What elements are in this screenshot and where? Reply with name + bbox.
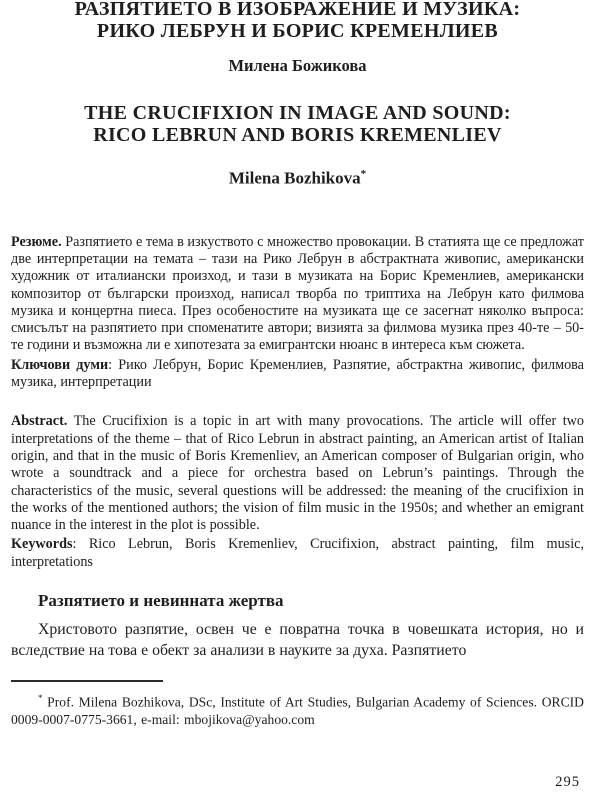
keywords-bg-label: Ключови думи	[11, 356, 109, 373]
article-title-en	[11, 102, 584, 146]
keywords-en-label: Keywords	[11, 536, 73, 553]
abstract-bg-label: Резюме.	[11, 233, 62, 250]
keywords-en-text: : Rico Lebrun, Boris Kremenliev, Crucifixion, abstract painting, film music, interpretations	[11, 536, 584, 570]
section-heading: Разпятието и невинната жертва	[38, 591, 284, 610]
keywords-english	[11, 536, 584, 571]
abstract-en-label: Abstract.	[11, 413, 68, 430]
abstract-en-text: The Crucifixion is a topic in art with many provocations. The article will offer two interpretations of the theme – that of Rico Lebrun in abstract painting, an American artist of Italian origin, and that in the music of Boris Kremenliev, an American composer of Bulgarian origin, who wrote a soundtrack and a piece for orchestra based on Lebrun’s paintings. Through the characteristics of the music, several questions will be addressed: the meaning of the crucifixion in the works of the mentioned authors; the vision of film music in the 1950s; and whether an emigrant nuance in the interest in the plot is possible.	[11, 413, 584, 534]
keywords-bg-text: : Рико Лебрун, Борис Кременлиев, Разпятие, абстрактна живопис, филмова музика, интерпретации	[11, 356, 584, 391]
author-name-bg: Милена Божикова	[228, 56, 367, 75]
author-footnote-mark: *	[360, 168, 367, 180]
author-name-en	[11, 164, 584, 189]
footnote	[11, 690, 584, 728]
footnote-divider	[11, 680, 163, 682]
article-title-en-line2: RICO LEBRUN AND BORIS KREMENLIEV	[93, 124, 502, 146]
abstract-bg-text: Разпятието е тема в изкуството с множество провокации. В статията ще се предложат две интерпретации на темата – тази на Рико Лебрун в абстрактната живопис, американски художник от италиански произход, и тази в музиката на Борис Кременлиев, американски композитор от български произход, написал творба по триптиха на Лебрун като филмова музика и концертна пиеса. През особеностите на музиката ще се засегнат няколко въпроса: смисълът на разпятието при споменатите автори; визията за филмова музика през 40-те – 50-те години и възможна ли е хипотезата за емигрантски нюанс в интереса към сюжета.	[11, 233, 584, 354]
abstract-bulgarian	[11, 234, 584, 355]
footnote-mark: *	[38, 693, 43, 703]
author-name-en-text: Milena Bozhikova	[228, 168, 361, 188]
article-title-bg	[11, 0, 584, 42]
article-title-bg-line2: РИКО ЛЕБРУН И БОРИС КРЕМЕНЛИЕВ	[96, 20, 499, 42]
footnote-text: Prof. Milena Bozhikova, DSc, Institute of Art Studies, Bulgarian Academy of Sciences. ORCID 0009-0007-0775-3661, e-mail: mbojikova@yahoo.com	[11, 694, 584, 727]
page-number: 295	[555, 774, 580, 790]
body-paragraph: Христовото разпятие, освен че е повратна точка в човешката история, но и вследствие на това е обект за анализи в науките за духа. Разпятието	[11, 621, 584, 659]
article-title-en-line1: THE CRUCIFIXION IN IMAGE AND SOUND:	[84, 102, 511, 124]
keywords-bulgarian	[11, 357, 584, 392]
abstract-english	[11, 413, 584, 534]
article-title-bg-line1: РАЗПЯТИЕТО В ИЗОБРАЖЕНИЕ И МУЗИКА:	[74, 0, 521, 20]
